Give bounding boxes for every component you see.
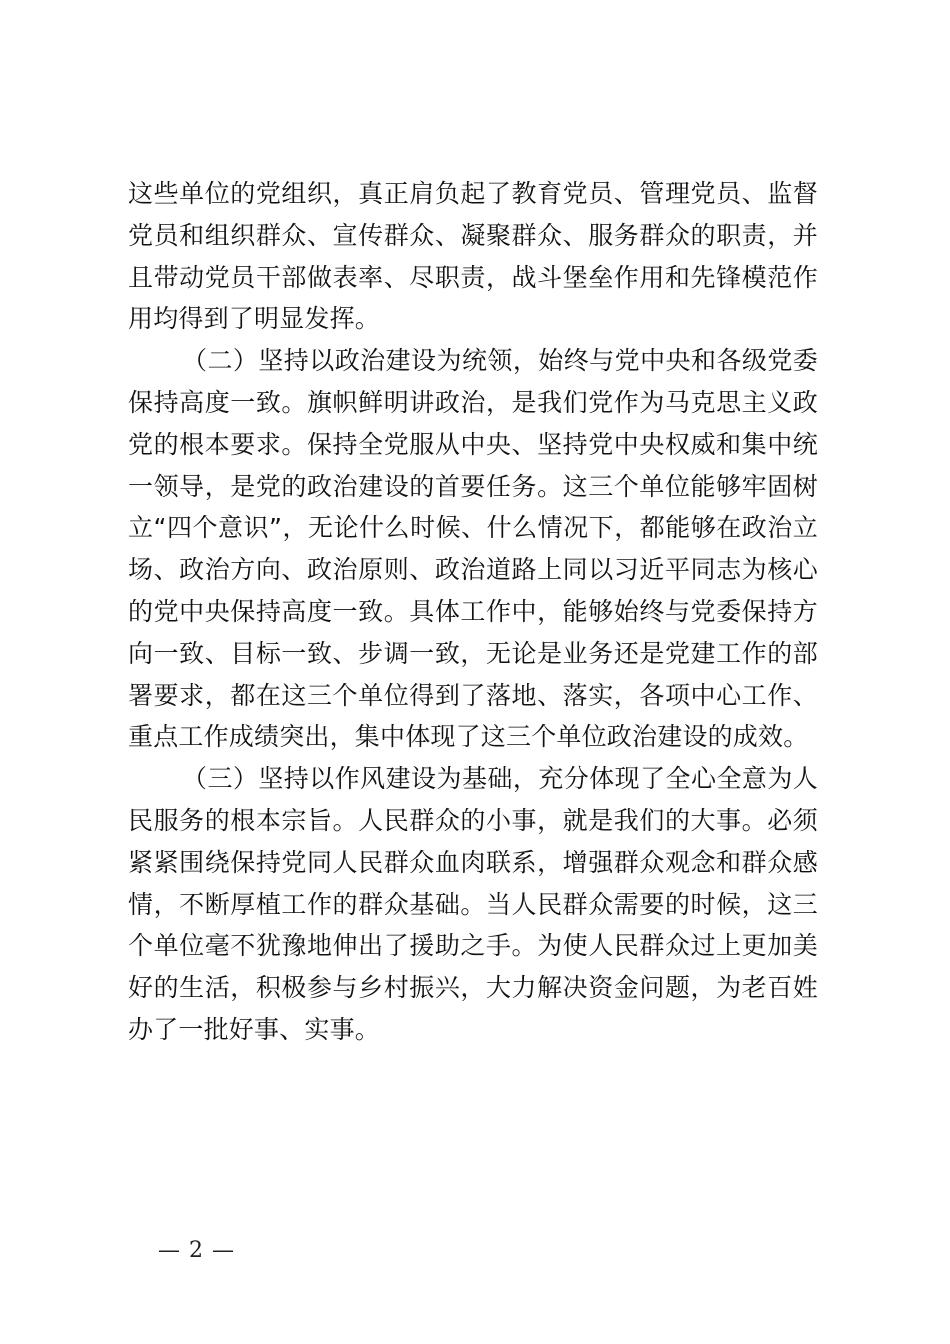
- document-body: [128, 173, 818, 1051]
- paragraph-political-building: （二）坚持以政治建设为统领，始终与党中央和各级党委保持高度一致。旗帜鲜明讲政治，是我们党作为马克思主义政党的根本要求。保持全党服从中央、坚持党中央权威和集中统一领导，是党的政治建设的首要任务。这三个单位能够牢固树立“四个意识”，无论什么时候、什么情况下，都能够在政治立场、政治方向、政治原则、政治道路上同以习近平同志为核心的党中央保持高度一致。具体工作中，能够始终与党委保持方向一致、目标一致、步调一致，无论是业务还是党建工作的部署要求，都在这三个单位得到了落地、落实，各项中心工作、重点工作成绩突出，集中体现了这三个单位政治建设的成效。: [128, 346, 818, 752]
- paragraph-work-style-building: （三）坚持以作风建设为基础，充分体现了全心全意为人民服务的根本宗旨。人民群众的小事，就是我们的大事。必须紧紧围绕保持党同人民群众血肉联系，增强群众观念和群众感情，不断厚植工作的群众基础。当人民群众需要的时候，这三个单位毫不犹豫地伸出了援助之手。为使人民群众过上更加美好的生活，积极参与乡村振兴，大力解决资金问题，为老百姓办了一批好事、实事。: [128, 764, 818, 1044]
- page-number: — 2 —: [158, 1238, 235, 1263]
- paragraph-continuation: 这些单位的党组织，真正肩负起了教育党员、管理党员、监督党员和组织群众、宣传群众、凝聚群众、服务群众的职责，并且带动党员干部做表率、尽职责，战斗堡垒作用和先锋模范作用均得到了明显发挥。: [128, 179, 818, 334]
